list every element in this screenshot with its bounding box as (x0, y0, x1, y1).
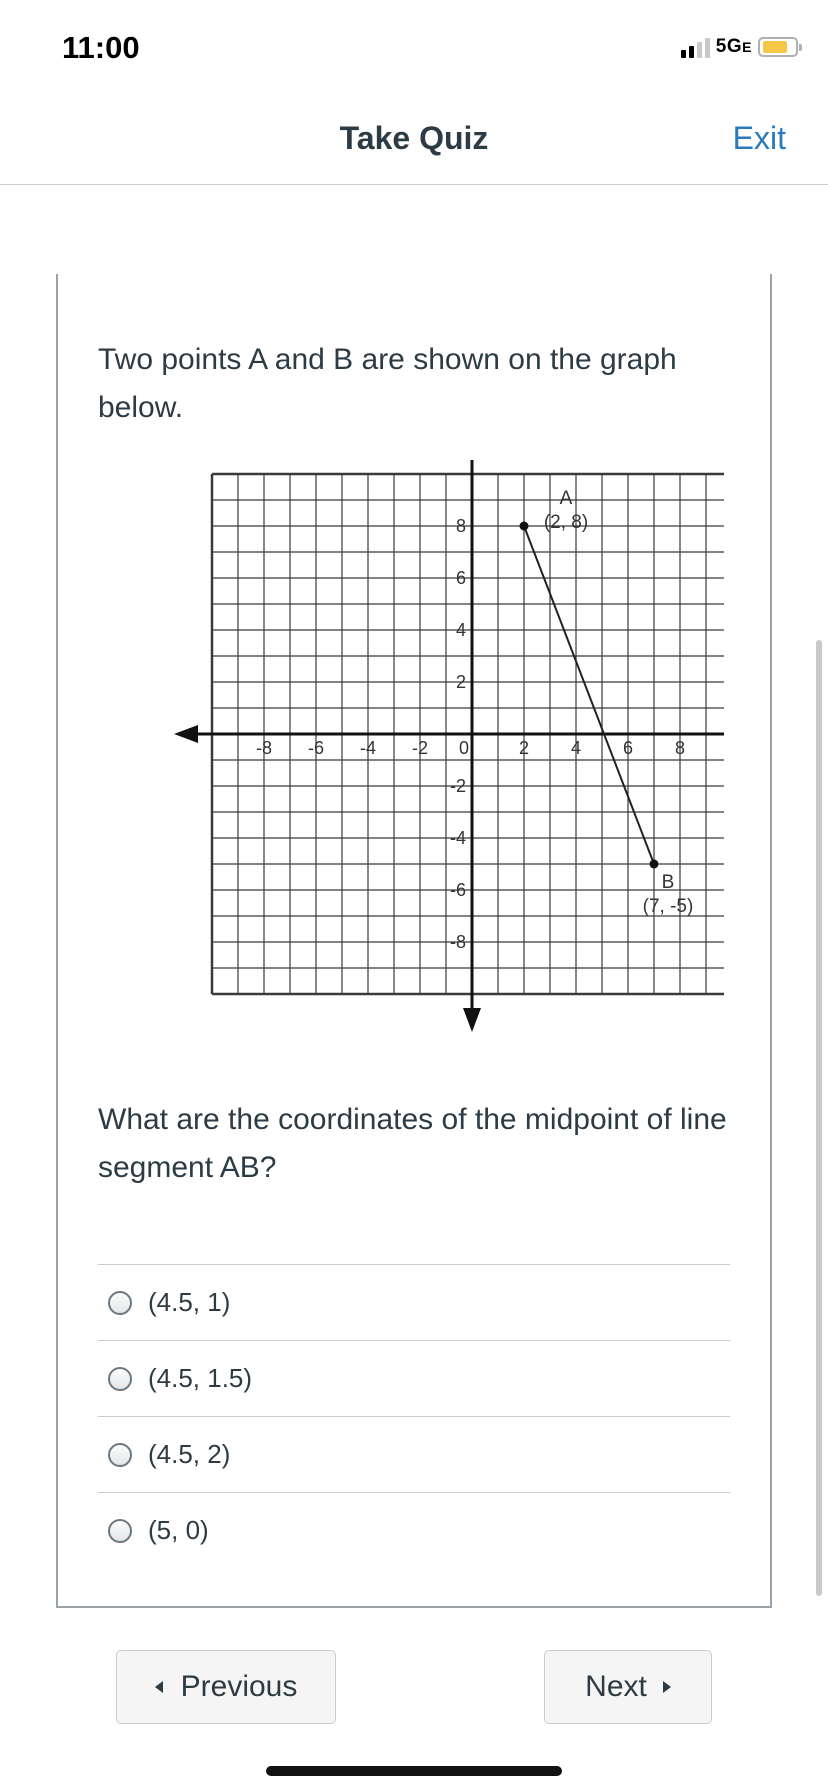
answer-option-1[interactable] (98, 1264, 730, 1340)
scrollbar[interactable] (816, 640, 822, 1596)
question-intro: Two points A and B are shown on the graph below. (98, 343, 677, 424)
y-tick-label: 6 (455, 568, 466, 588)
status-time: 11:00 (62, 30, 140, 65)
y-tick-label: -8 (449, 932, 466, 952)
previous-button[interactable] (116, 1650, 336, 1724)
y-axis-arrow-down (463, 1008, 481, 1032)
question-prompt: What are the coordinates of the midpoint of line segment AB? (98, 1103, 727, 1184)
next-label: Next (585, 1670, 647, 1703)
x-tick-label: -6 (307, 738, 325, 758)
x-tick-label: 8 (674, 738, 686, 758)
radio-button[interactable] (108, 1367, 132, 1391)
answer-list (98, 1264, 730, 1568)
radio-button[interactable] (108, 1519, 132, 1543)
previous-label: Previous (180, 1670, 298, 1703)
y-tick-label: -2 (449, 776, 466, 796)
network-label: 5G (715, 36, 743, 57)
coordinate-graph (114, 460, 724, 1070)
network-suffix: E (742, 39, 752, 55)
answer-option-4[interactable] (98, 1492, 730, 1568)
segment-ab (524, 526, 654, 864)
y-tick-label: 2 (455, 672, 466, 692)
y-tick-label: -6 (449, 880, 466, 900)
answer-label: (4.5, 2) (148, 1439, 231, 1469)
radio-button[interactable] (108, 1291, 132, 1315)
exit-link[interactable]: Exit (732, 120, 786, 156)
answer-option-2[interactable] (98, 1340, 730, 1416)
y-tick-label: 4 (455, 620, 466, 640)
signal-icon (681, 36, 710, 58)
point-name-label: B (661, 872, 675, 893)
x-tick-label: 4 (570, 738, 582, 758)
radio-button[interactable] (108, 1443, 132, 1467)
answer-label: (5, 0) (148, 1515, 209, 1545)
x-axis-arrow-left (174, 725, 198, 743)
quiz-header (0, 96, 828, 185)
answer-label: (4.5, 1.5) (148, 1363, 253, 1393)
point-coordinate-label: (2, 8) (543, 512, 589, 533)
x-tick-label: 6 (622, 738, 634, 758)
y-tick-label: -4 (449, 828, 466, 848)
point-name-label: A (559, 488, 573, 509)
answer-label: (4.5, 1) (148, 1287, 231, 1317)
question-card (56, 274, 772, 1608)
x-tick-label: -4 (359, 738, 377, 758)
page-title: Take Quiz (339, 120, 489, 156)
y-tick-label: 8 (455, 516, 466, 536)
x-tick-label: -2 (411, 738, 429, 758)
answer-option-3[interactable] (98, 1416, 730, 1492)
home-indicator[interactable] (266, 1766, 562, 1776)
caret-left-icon (155, 1681, 163, 1693)
status-bar (0, 0, 828, 96)
battery-icon (758, 37, 798, 57)
next-button[interactable] (544, 1650, 712, 1724)
network-indicator (716, 36, 752, 58)
caret-right-icon (663, 1681, 671, 1693)
x-tick-label: 2 (518, 738, 530, 758)
point-a (520, 522, 529, 531)
status-indicators (681, 36, 798, 58)
point-coordinate-label: (7, -5) (642, 896, 694, 917)
x-tick-label: -8 (255, 738, 273, 758)
x-tick-label: 0 (458, 738, 470, 758)
point-b (650, 860, 659, 869)
